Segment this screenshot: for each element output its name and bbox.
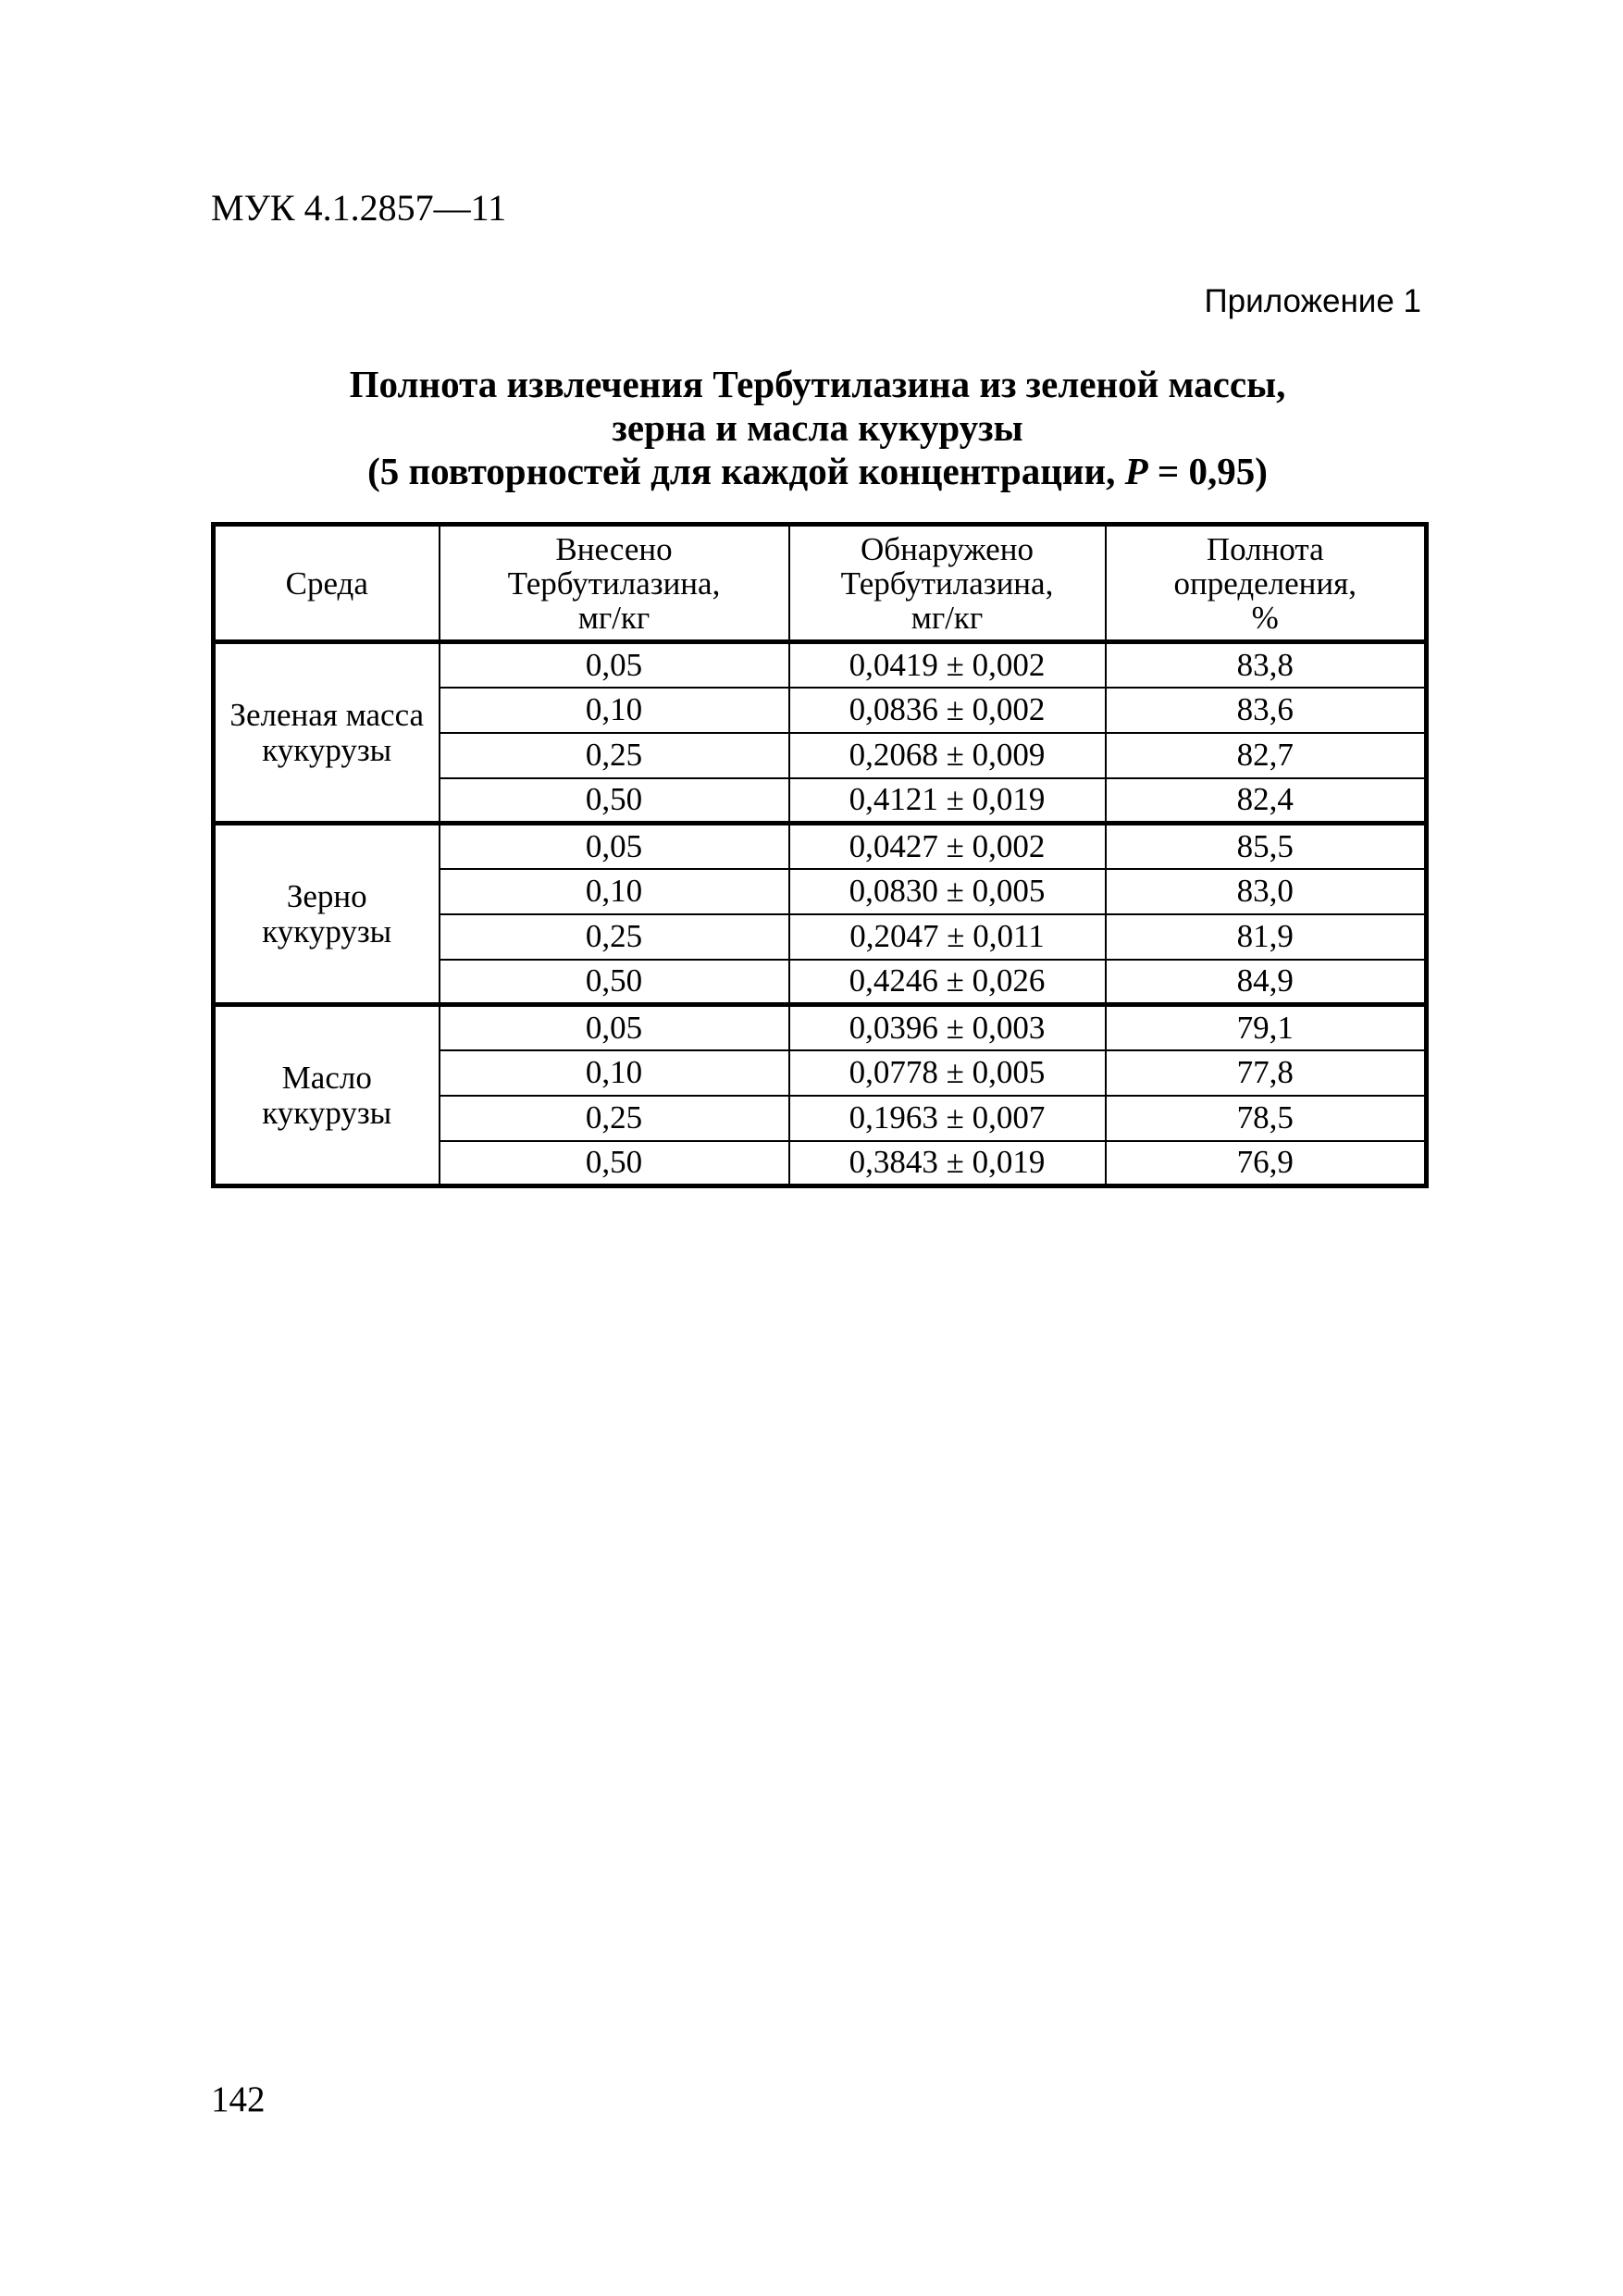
recovery-cell: 77,8 bbox=[1106, 1050, 1427, 1096]
added-cell: 0,05 bbox=[440, 1005, 789, 1050]
added-cell: 0,10 bbox=[440, 1050, 789, 1096]
added-cell: 0,10 bbox=[440, 688, 789, 733]
added-cell: 0,25 bbox=[440, 1096, 789, 1141]
header-found: Обнаружено Тербутилазина, мг/кг bbox=[789, 525, 1106, 642]
found-cell: 0,2047 ± 0,011 bbox=[789, 914, 1106, 960]
found-cell: 0,0830 ± 0,005 bbox=[789, 869, 1106, 914]
recovery-cell: 76,9 bbox=[1106, 1141, 1427, 1186]
recovery-cell: 79,1 bbox=[1106, 1005, 1427, 1050]
recovery-cell: 82,4 bbox=[1106, 778, 1427, 824]
recovery-table bbox=[211, 522, 1429, 1188]
found-cell: 0,0396 ± 0,003 bbox=[789, 1005, 1106, 1050]
probability-symbol: P bbox=[1124, 450, 1148, 492]
recovery-cell: 82,7 bbox=[1106, 733, 1427, 778]
added-cell: 0,50 bbox=[440, 960, 789, 1005]
recovery-cell: 85,5 bbox=[1106, 824, 1427, 869]
added-cell: 0,05 bbox=[440, 642, 789, 688]
table-row bbox=[214, 642, 1427, 688]
added-cell: 0,25 bbox=[440, 914, 789, 960]
found-cell: 0,4246 ± 0,026 bbox=[789, 960, 1106, 1005]
header-recovery: Полнота определения, % bbox=[1106, 525, 1427, 642]
recovery-cell: 83,8 bbox=[1106, 642, 1427, 688]
recovery-cell: 78,5 bbox=[1106, 1096, 1427, 1141]
found-cell: 0,0836 ± 0,002 bbox=[789, 688, 1106, 733]
medium-cell: Масло кукурузы bbox=[214, 1005, 440, 1186]
appendix-label: Приложение 1 bbox=[1204, 283, 1421, 319]
found-cell: 0,0427 ± 0,002 bbox=[789, 824, 1106, 869]
table-row bbox=[214, 824, 1427, 869]
found-cell: 0,1963 ± 0,007 bbox=[789, 1096, 1106, 1141]
found-cell: 0,0419 ± 0,002 bbox=[789, 642, 1106, 688]
added-cell: 0,50 bbox=[440, 778, 789, 824]
added-cell: 0,50 bbox=[440, 1141, 789, 1186]
recovery-cell: 83,0 bbox=[1106, 869, 1427, 914]
table-row bbox=[214, 1005, 1427, 1050]
added-cell: 0,10 bbox=[440, 869, 789, 914]
title-line-2: зерна и масла кукурузы bbox=[612, 406, 1023, 449]
found-cell: 0,2068 ± 0,009 bbox=[789, 733, 1106, 778]
header-medium: Среда bbox=[214, 525, 440, 642]
title-line-3 bbox=[211, 450, 1424, 493]
found-cell: 0,4121 ± 0,019 bbox=[789, 778, 1106, 824]
table-header-row bbox=[214, 525, 1427, 642]
found-cell: 0,3843 ± 0,019 bbox=[789, 1141, 1106, 1186]
added-cell: 0,25 bbox=[440, 733, 789, 778]
page-number: 142 bbox=[211, 2079, 266, 2119]
recovery-cell: 83,6 bbox=[1106, 688, 1427, 733]
added-cell: 0,05 bbox=[440, 824, 789, 869]
header-added: Внесено Тербутилазина, мг/кг bbox=[440, 525, 789, 642]
title-line-1: Полнота извлечения Тербутилазина из зеленой массы, bbox=[349, 363, 1286, 405]
recovery-cell: 81,9 bbox=[1106, 914, 1427, 960]
title-line-3-prefix: (5 повторностей для каждой концентрации, bbox=[367, 450, 1125, 492]
document-code: МУК 4.1.2857—11 bbox=[211, 187, 507, 229]
title-line-3-suffix: = 0,95) bbox=[1147, 450, 1268, 492]
recovery-cell: 84,9 bbox=[1106, 960, 1427, 1005]
medium-cell: Зерно кукурузы bbox=[214, 824, 440, 1005]
medium-cell: Зеленая масса кукурузы bbox=[214, 642, 440, 824]
table-title bbox=[211, 363, 1424, 493]
found-cell: 0,0778 ± 0,005 bbox=[789, 1050, 1106, 1096]
